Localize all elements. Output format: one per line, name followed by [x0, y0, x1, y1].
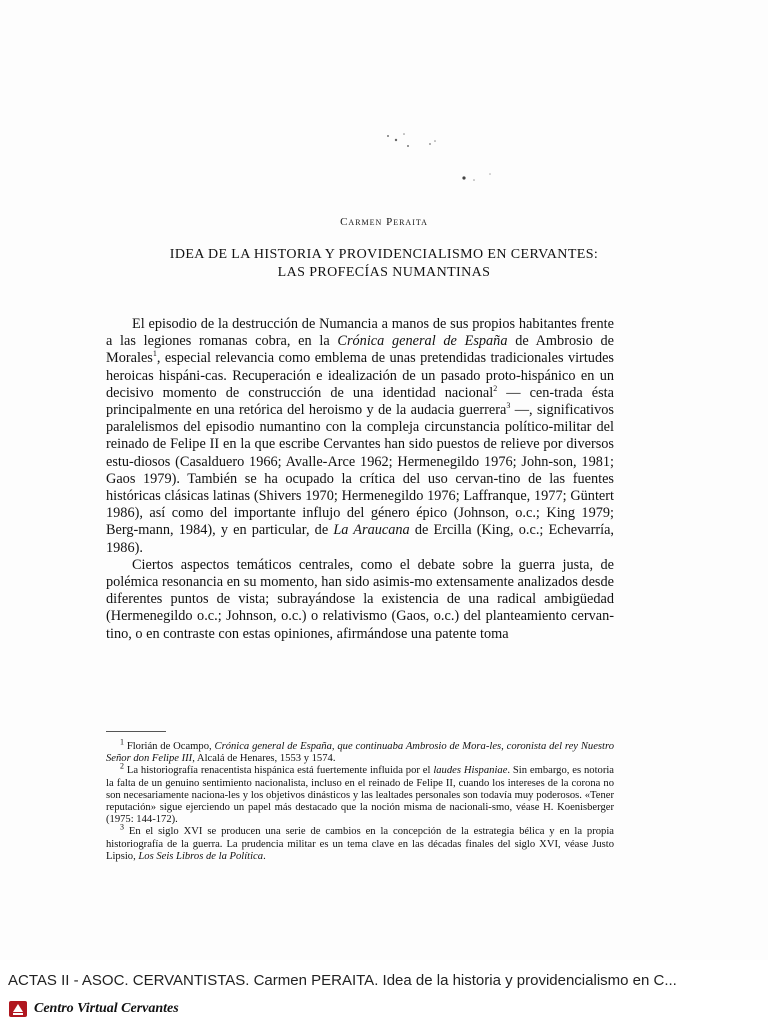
- cervantes-logo-icon: [8, 1000, 28, 1018]
- footnote-2: $^2$ La historiografía renacentista hispánica está fuertemente influida por el laudes Hispaniae. Sin embargo, es notoria la falta de un genuino sentimiento nacionalista, incluso en el reinado de Felipe II, cuando los intereses de la corona no son necesariamente naciona-les y los objetivos dinásticos y las lealtades personales son todavía muy poderosos. «Tener reputación» sigue ejerciendo un papel más destacado que la noción misma de nacionali-smo, véase H. Koenisberger (1975: 144-172).: [106, 761, 614, 826]
- document-caption-link[interactable]: ACTAS II - ASOC. CERVANTISTAS. Carmen PERAITA. Idea de la historia y providencialismo en C...: [8, 972, 677, 989]
- title-line-2: LAS PROFECÍAS NUMANTINAS: [277, 265, 491, 280]
- article-title: [60, 246, 708, 282]
- footnote-1: $^1$ Florián de Ocampo, Crónica general de España, que continuaba Ambrosio de Mora-les, coronista del rey Nuestro Señor don Felipe III, Alcalá de Henares, 1553 y 1574.: [106, 737, 615, 765]
- document-footer-bar: [0, 960, 768, 1024]
- footnote-ref-1[interactable]: 1: [152, 349, 157, 359]
- paragraph-1: El episodio de la destrucción de Numancia a manos de sus propios habitantes frente a las legiones romanas cobra, en la Crónica general de España de Ambrosio de Morales$^1$, especial relevancia como emblema de unas pretendidas tradicionales virtudes heroicas hispáni-cas. Recuperación e idealización de un pasado proto-hispánico en un decisivo momento de construcción de una identidad nacional$^2$ — cen-trada ésta principalmente en una retórica del heroismo y de la audacia guerrera$^3$ —, significativos paralelismos del episodio numantino con la compleja circunstancia político-militar del reinado de Felipe II en la que escribe Cervantes han sido puestos de relieve por diversos estu-diosos (Casalduero 1966; Avalle-Arce 1962; Hermenegildo 1976; John-son, 1981; Gaos 1979). También se ha ocupado la crítica del uso cervan-tino de las fuentes históricas clásicas latinas (Shivers 1970; Hermenegildo 1976; Laffranque, 1977; Güntert 1986), así como del importante influjo del género épico (Johnson, o.c.; King 1979; Berg-mann, 1984), y en particular, de La Araucana de Ercilla (King, o.c.; Echevarría, 1986).: [106, 316, 615, 556]
- footnotes: [106, 737, 615, 863]
- footnote-ref-2[interactable]: 2: [493, 384, 498, 394]
- footnote-ref-3[interactable]: 3: [506, 401, 511, 411]
- title-line-1: IDEA DE LA HISTORIA Y PROVIDENCIALISMO EN CERVANTES:: [169, 247, 599, 262]
- brand-link[interactable]: [8, 1000, 179, 1018]
- footnote-rule: [106, 731, 166, 732]
- body-text: [106, 316, 614, 643]
- paragraph-2: Ciertos aspectos temáticos centrales, como el debate sobre la guerra justa, de polémica resonancia en su momento, han sido asimis-mo extensamente analizados desde diferentes puntos de vista; subrayándose la existencia de una radical ambigüedad (Hermenegildo o.c.; Johnson, o.c.) o relativismo (Gaos, o.c.) del planteamiento cervan-tino, o en contraste con estas opiniones, afirmándose una patente toma: [106, 556, 614, 642]
- brand-name: Centro Virtual Cervantes: [34, 1001, 179, 1016]
- scan-specks: [378, 128, 518, 188]
- author-name: Carmen Peraita: [340, 216, 428, 228]
- footnote-3: $^3$ En el siglo XVI se producen una serie de cambios en la concepción de la estrategia bélica y en la propia historiografía de la guerra. La prudencia militar es un tema clave en las décadas finales del siglo XVI, véase Justo Lipsio, Los Seis Libros de la Política.: [106, 822, 614, 862]
